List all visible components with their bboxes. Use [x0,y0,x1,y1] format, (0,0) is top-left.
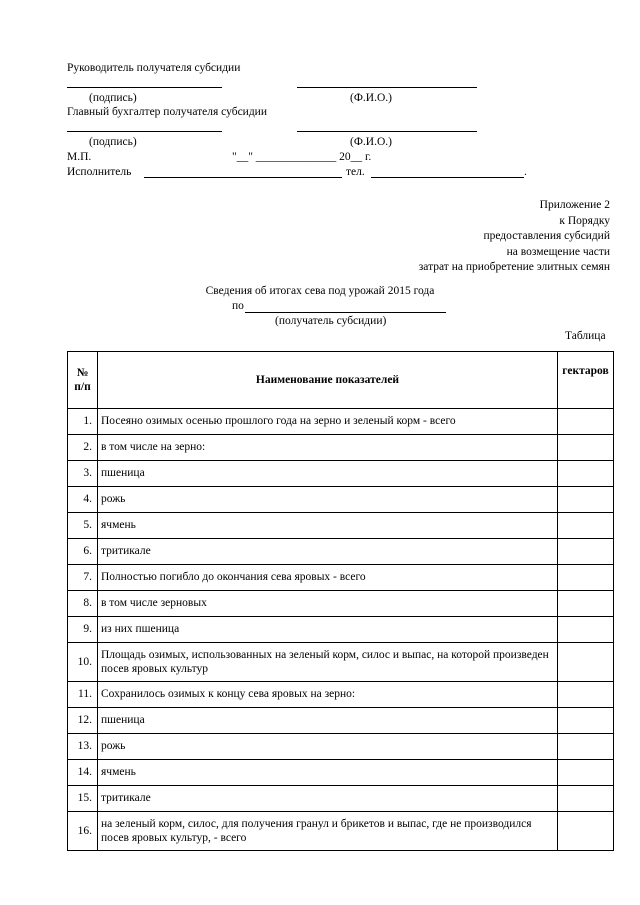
row-hectares[interactable] [558,565,614,591]
col-header-indicator: Наименование показателей [98,352,558,409]
row-number: 12. [68,708,98,734]
head-fio-line[interactable] [297,87,477,88]
row-indicator: тритикале [98,786,558,812]
recipient-line[interactable] [245,312,446,313]
row-number: 8. [68,591,98,617]
row-indicator: Сохранилось озимых к концу сева яровых на зерно: [98,682,558,708]
table-row [68,409,614,435]
row-indicator: в том числе зерновых [98,591,558,617]
appendix-line: на возмещение части [506,245,610,258]
row-indicator: в том числе на зерно: [98,435,558,461]
row-hectares[interactable] [558,786,614,812]
head-label: Руководитель получателя субсидии [67,62,241,74]
appendix-line: затрат на приобретение элитных семян [418,261,610,273]
table-row [68,565,614,591]
row-hectares[interactable] [558,643,614,682]
accountant-fio-line[interactable] [297,131,477,132]
table-row [68,539,614,565]
table-header-row [68,352,614,409]
row-number: 10. [68,643,98,682]
row-indicator: ячмень [98,513,558,539]
table-row [68,461,614,487]
row-number: 7. [68,565,98,591]
col-header-hectares: гектаров [558,352,614,409]
row-indicator: Посеяно озимых осенью прошлого года на зерно и зеленый корм - всего [98,409,558,435]
row-number: 14. [68,760,98,786]
row-indicator: тритикале [98,539,558,565]
appendix-line: предоставления субсидий [483,230,610,242]
accountant-fio-hint: (Ф.И.О.) [350,136,392,148]
phone-label: тел. [346,166,365,178]
head-sign-hint: (подпись) [89,92,137,104]
table-row [68,591,614,617]
row-hectares[interactable] [558,539,614,565]
row-number: 2. [68,435,98,461]
row-hectares[interactable] [558,435,614,461]
summary-table [67,351,614,851]
table-row [68,786,614,812]
phone-line[interactable] [371,177,524,178]
table-row [68,487,614,513]
row-hectares[interactable] [558,591,614,617]
table-row [68,682,614,708]
head-sign-line[interactable] [67,87,222,88]
head-fio-hint: (Ф.И.О.) [350,92,392,104]
row-number: 9. [68,617,98,643]
executor-label: Исполнитель [67,166,132,178]
row-number: 11. [68,682,98,708]
row-indicator: Полностью погибло до окончания сева яровых - всего [98,565,558,591]
row-hectares[interactable] [558,461,614,487]
table-row [68,708,614,734]
row-hectares[interactable] [558,760,614,786]
title-recipient-prefix: по [232,300,244,312]
row-hectares[interactable] [558,734,614,760]
row-indicator: пшеница [98,708,558,734]
row-indicator: из них пшеница [98,617,558,643]
row-hectares[interactable] [558,513,614,539]
row-indicator: на зеленый корм, силос, для получения гранул и брикетов и выпас, где не производился посев яровых культур, - всего [98,812,558,851]
row-indicator: Площадь озимых, использованных на зеленый корм, силос и выпас, на которой произведен посев яровых культур [98,643,558,682]
row-number: 15. [68,786,98,812]
row-number: 16. [68,812,98,851]
row-hectares[interactable] [558,617,614,643]
accountant-label: Главный бухгалтер получателя субсидии [67,106,267,118]
seal-label: М.П. [67,151,92,163]
recipient-hint: (получатель субсидии) [275,315,387,327]
row-number: 6. [68,539,98,565]
accountant-sign-line[interactable] [67,131,222,132]
table-row [68,513,614,539]
row-indicator: пшеница [98,461,558,487]
table-label: Таблица [565,330,606,342]
row-hectares[interactable] [558,487,614,513]
page-title [0,285,640,299]
title-line: Сведения об итогах сева под урожай 2015 года [205,285,435,297]
table-row [68,734,614,760]
table-row [68,435,614,461]
appendix-line: к Порядку [559,214,610,227]
row-number: 13. [68,734,98,760]
row-hectares[interactable] [558,812,614,851]
table-row [68,643,614,682]
table-row [68,760,614,786]
row-hectares[interactable] [558,409,614,435]
row-number: 5. [68,513,98,539]
row-indicator: рожь [98,734,558,760]
row-number: 1. [68,409,98,435]
executor-line[interactable] [144,177,342,178]
date-field: "__" ______________ 20__ г. [232,151,372,163]
table-row [68,812,614,851]
row-number: 3. [68,461,98,487]
accountant-sign-hint: (подпись) [89,136,137,148]
phone-end: . [524,166,527,178]
appendix-block [419,198,610,276]
row-indicator: ячмень [98,760,558,786]
appendix-line: Приложение 2 [539,199,610,211]
row-indicator: рожь [98,487,558,513]
col-header-number: № п/п [68,352,98,409]
row-hectares[interactable] [558,682,614,708]
row-number: 4. [68,487,98,513]
table-row [68,617,614,643]
row-hectares[interactable] [558,708,614,734]
